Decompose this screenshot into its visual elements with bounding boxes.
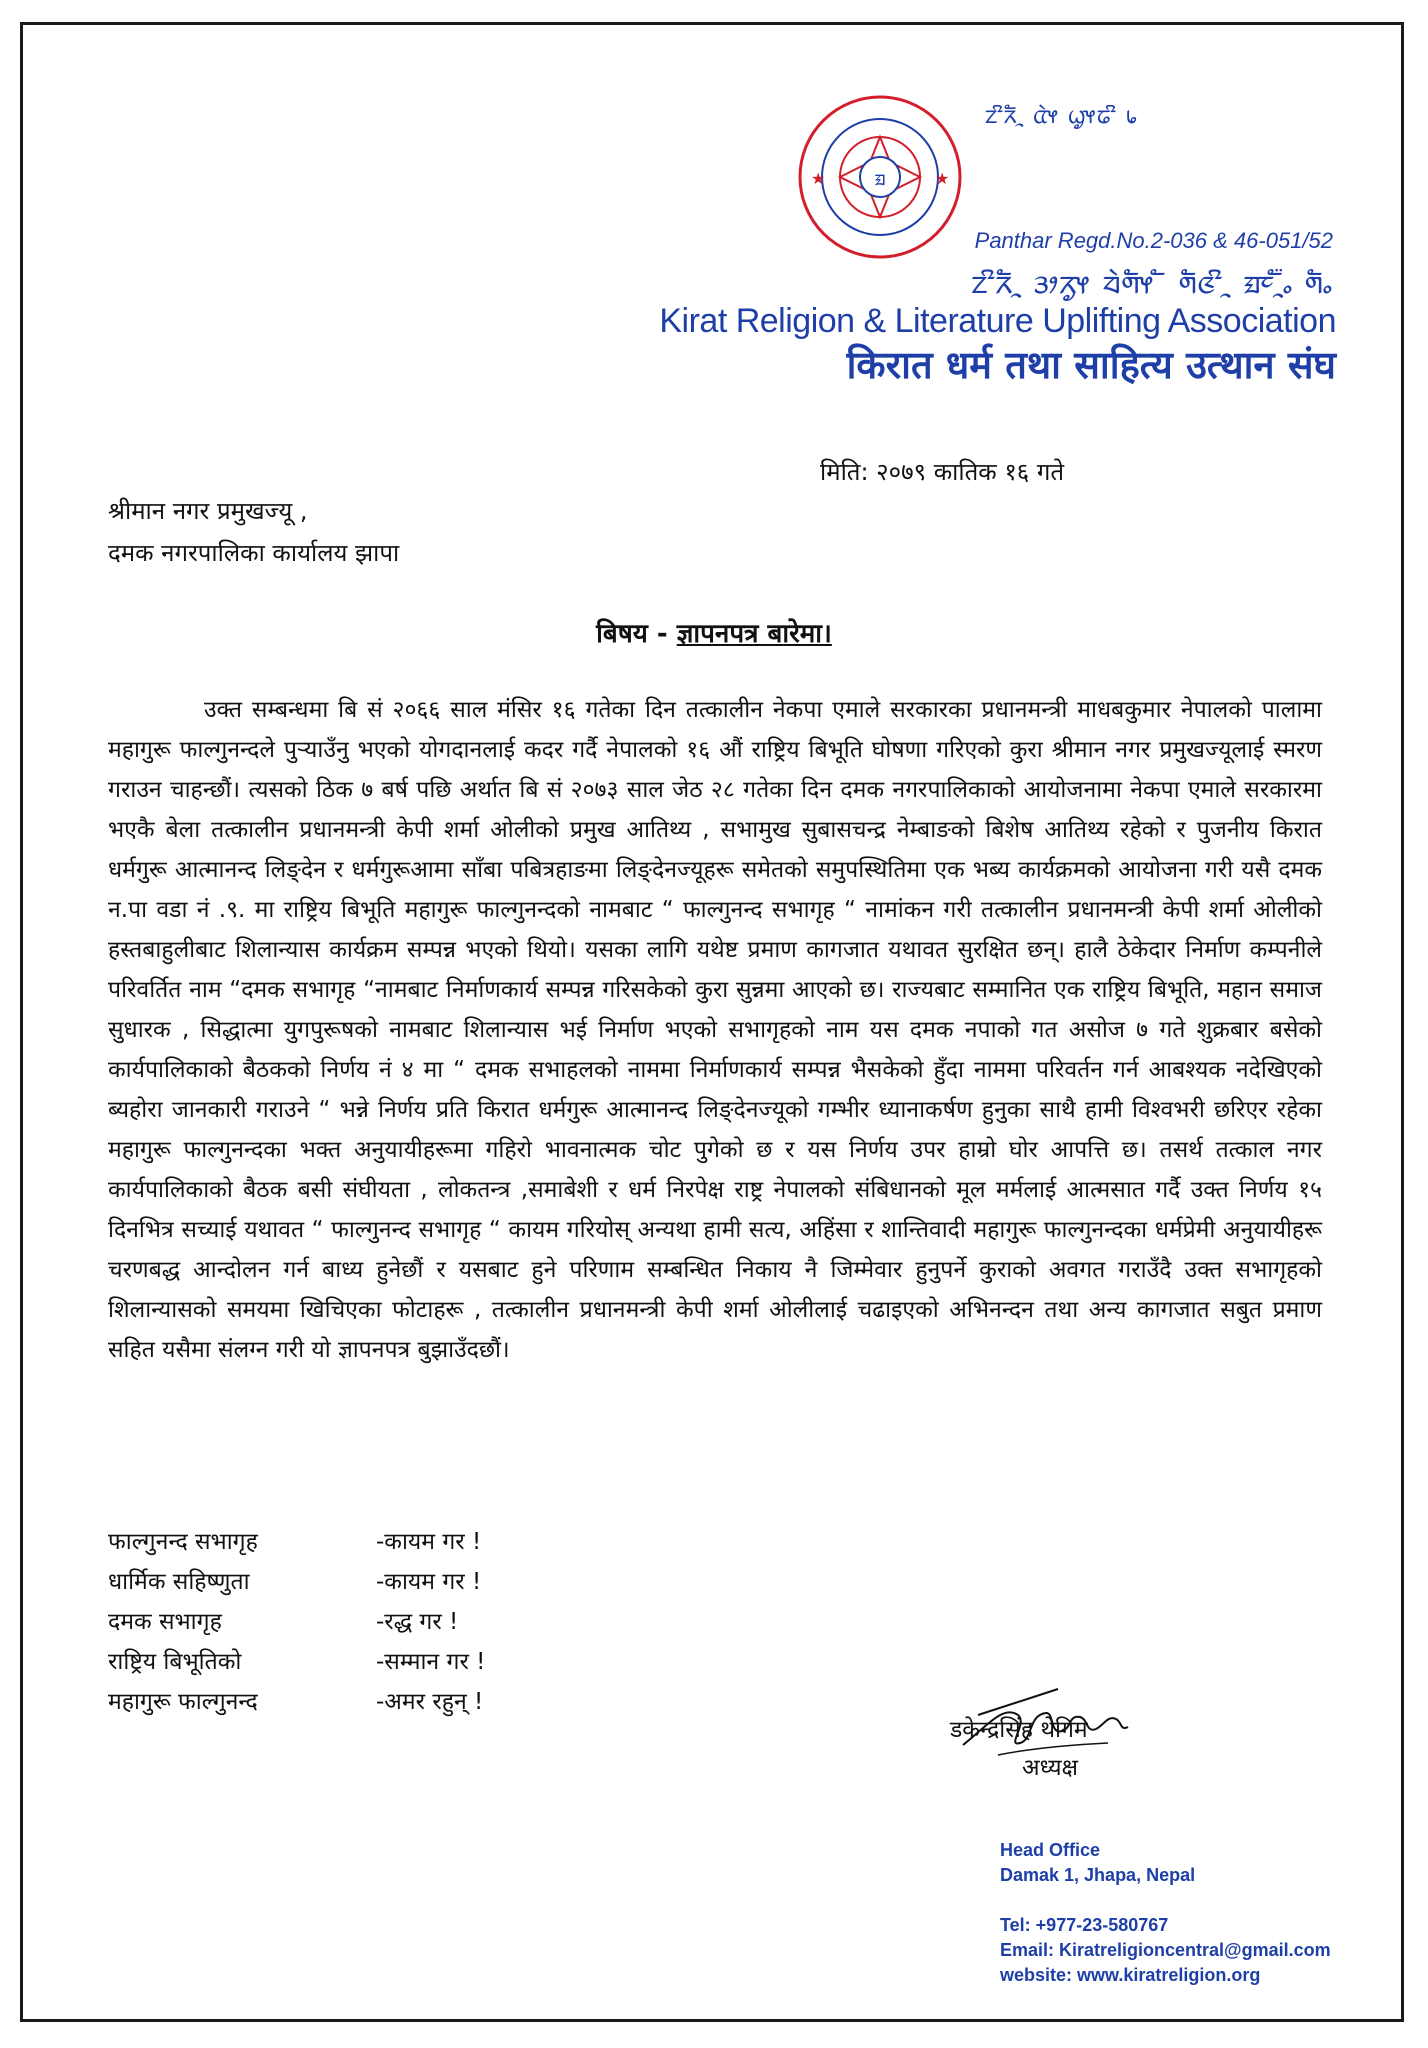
slogan-demand: -अमर रहुन् ! — [376, 1689, 484, 1715]
letterhead — [0, 0, 1428, 400]
slogan-row — [108, 1642, 485, 1682]
slogan-name: फाल्गुनन्द सभागृह — [108, 1529, 258, 1555]
office-email: Email: Kiratreligioncentral@gmail.com — [1000, 1940, 1331, 1960]
org-name-english: Kirat Religion & Literature Uplifting Association — [659, 302, 1336, 340]
slogan-demand: -सम्मान गर ! — [376, 1649, 486, 1675]
org-name-script: ᤁᤡᤖᤠᤳ ᤋᤣᤖᤢᤶ ᤔᤧᤛᤠᤶ ᤠ ᤛᤠᤜᤡᤳ ᤀᤰᤳᤠ᤺ᤱ ᤛᤠᤱ — [971, 262, 1333, 302]
slogan-demand: -रद्ध गर ! — [376, 1609, 459, 1635]
letter-body: उक्त सम्बन्धमा बि सं २०६६ साल मंसिर १६ गतेका दिन तत्कालीन नेकपा एमाले सरकारका प्रधानमन्त्री माधबकुमार नेपालको पालामा महागुरू फाल्गुनन्दले पुर्‍याउँनु भएको योगदानलाई कदर गर्दै नेपालको १६ औं राष्ट्रिय बिभूति घोषणा गरिएको कुरा श्रीमान नगर प्रमुखज्यूलाई स्मरण गराउन चाहन्छौं। त्यसको ठिक ७ बर्ष पछि अर्थात बि सं २०७३ साल जेठ २८ गतेका दिन दमक नगरपालिकाको आयोजनामा नेकपा एमाले सरकारमा भएकै बेला तत्कालीन प्रधानमन्त्री केपी शर्मा ओलीको प्रमुख आतिथ्य , सभामुख सुबासचन्द्र नेम्बाङको बिशेष आतिथ्य रहेको र पुजनीय किरात धर्मगुरू आत्मानन्द लिङ्देन र धर्मगुरूआमा साँबा पबित्रहाङमा लिङ्देनज्यूहरू समेतको समुपस्थितिमा एक भब्य कार्यक्रमको आयोजना गरी यसै दमक न.पा वडा नं .९. मा राष्ट्रिय बिभूति महागुरू फाल्गुनन्दको नामबाट “ फाल्गुनन्द सभागृह “ नामांकन गरी तत्कालीन प्रधानमन्त्री केपी शर्मा ओलीको हस्तबाहुलीबाट शिलान्यास कार्यक्रम सम्पन्न भएको थियो। यसका लागि यथेष्ट प्रमाण कागजात यथावत सुरक्षित छन्। हालै ठेकेदार निर्माण कम्पनीले परिवर्तित नाम “दमक सभागृह “नामबाट निर्माणकार्य सम्पन्न गरिसकेको कुरा सुन्नमा आएको छ। राज्यबाट सम्मानित एक राष्ट्रिय बिभूति, महान समाज सुधारक , सिद्धात्मा युगपुरूषको नामबाट शिलान्यास भई निर्माण भएको सभागृहको नाम यस दमक नपाको गत असोज ७ गते शुक्रबार बसेको कार्यपालिकाको बैठकको निर्णय नं ४ मा “ दमक सभाहलको नाममा निर्माणकार्य सम्पन्न भैसकेको हुँदा नाममा परिवर्तन गर्न आबश्यक नदेखिएको ब्यहोरा जानकारी गराउने “ भन्ने निर्णय प्रति किरात धर्मगुरू आत्मानन्द लिङ्देनज्यूको गम्भीर ध्यानाकर्षण हुनुका साथै हामी विश्वभरी छरिएर रहेका महागुरू फाल्गुनन्दका भक्त अनुयायीहरूमा गहिरो भावनात्मक चोट पुगेको छ र यस निर्णय उपर हाम्रो घोर आपत्ति छ। तसर्थ तत्काल नगर कार्यपालिकाको बैठक बसी संघीयता , लोकतन्त्र ,समाबेशी र धर्म निरपेक्ष राष्ट्र नेपालको संबिधानको मूल मर्मलाई आत्मसात गर्दै उक्त निर्णय १५ दिनभित्र सच्याई यथावत “ फाल्गुनन्द सभागृह “ कायम गरियोस् अन्यथा हामी सत्य, अहिंसा र शान्तिवादी महागुरू फाल्गुनन्दका धर्मप्रेमी अनुयायीहरू चरणबद्ध आन्दोलन गर्न बाध्य हुनेछौं र यसबाट हुने परिणाम सम्बन्धित निकाय नै जिम्मेवार हुनुपर्ने कुराको अवगत गराउँदै उक्त सभागृहको शिलान्यासको समयमा खिचिएका फोटाहरू , तत्कालीन प्रधानमन्त्री केपी शर्मा ओलीलाई चढाइएको अभिनन्दन तथा अन्य कागजात सबुत प्रमाण सहित यसैमा संलग्न गरी यो ज्ञापनपत्र बुझाउँदछौं। — [108, 697, 1322, 1363]
slogan-row — [108, 1602, 485, 1642]
slogan-name: दमक सभागृह — [108, 1609, 222, 1635]
svg-text:★: ★ — [935, 169, 950, 188]
office-telephone: Tel: +977-23-580767 — [1000, 1915, 1169, 1935]
signer-title: अध्यक्ष — [1022, 1755, 1079, 1781]
registration-number: Panthar Regd.No.2-036 & 46-051/52 — [974, 228, 1333, 253]
org-name-nepali: किरात धर्म तथा साहित्य उत्थान संघ — [846, 343, 1336, 387]
slogan-list — [108, 1522, 485, 1722]
slogan-row — [108, 1562, 485, 1602]
slogan-row — [108, 1682, 485, 1722]
slogan-name: महागुरू फाल्गुनन्द — [108, 1689, 258, 1715]
slogan-name: धार्मिक सहिष्णुता — [108, 1569, 250, 1595]
signer-name: डकेन्द्रसिंह थेगिम — [950, 1717, 1088, 1743]
subject-prefix: बिषय - — [596, 619, 677, 649]
subject-line — [0, 614, 1428, 650]
slogan-name: राष्ट्रिय बिभूतिको — [108, 1649, 242, 1675]
slogan-demand: -कायम गर ! — [376, 1569, 482, 1595]
recipient-line-1: श्रीमान नगर प्रमुखज्यू , — [108, 497, 308, 525]
script-motto: ᤁᤡᤖᤠᤳ ᤂᤧᤶ ᤐᤢᤶᤒᤡ ᥇ — [985, 100, 1138, 130]
association-seal-logo — [795, 92, 965, 262]
svg-text:ᤀ: ᤀ — [874, 166, 886, 191]
recipient-line-2: दमक नगरपालिका कार्यालय झापा — [108, 539, 400, 567]
letter-date: मिति: २०७९ कातिक १६ गते — [820, 458, 1065, 486]
office-heading: Head Office — [1000, 1840, 1101, 1860]
subject-text: ज्ञापनपत्र बारेमा। — [676, 619, 832, 649]
svg-text:★: ★ — [811, 169, 826, 188]
office-address: Damak 1, Jhapa, Nepal — [1000, 1865, 1196, 1885]
slogan-demand: -कायम गर ! — [376, 1529, 482, 1555]
slogan-row — [108, 1522, 485, 1562]
office-website: website: www.kiratreligion.org — [1000, 1965, 1261, 1985]
head-office-block — [1000, 1838, 1331, 1988]
